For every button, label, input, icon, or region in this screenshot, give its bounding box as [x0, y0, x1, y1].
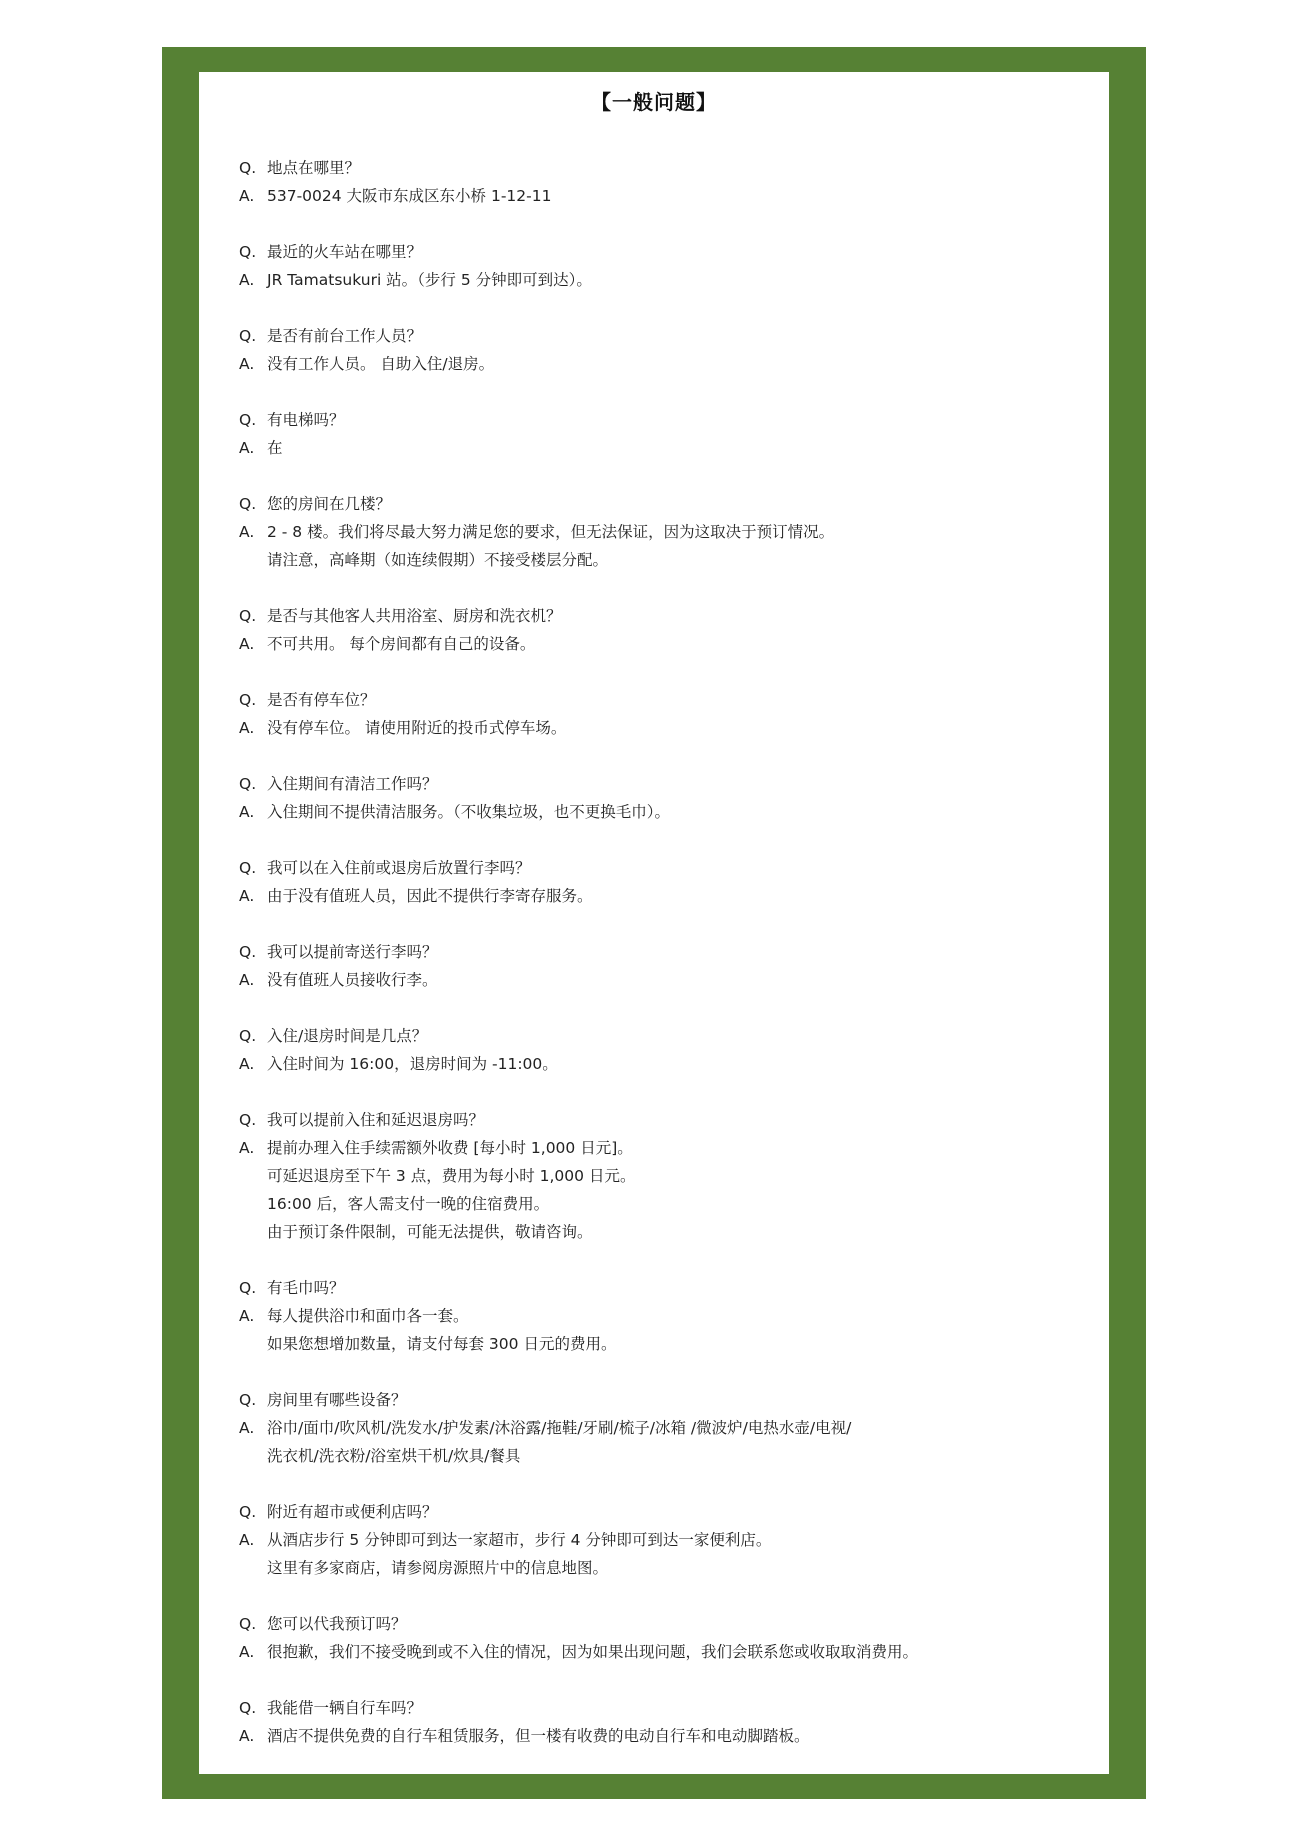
answer-line — [239, 182, 1089, 210]
question-prefix: Q. — [239, 1111, 257, 1129]
answer-text: 不可共用。 每个房间都有自己的设备。 — [267, 635, 536, 653]
faq-item — [239, 322, 1089, 378]
answer-prefix: A. — [239, 1727, 255, 1745]
question-text: 是否有停车位？ — [267, 691, 376, 709]
faq-list — [239, 154, 1089, 1778]
question-line — [239, 938, 1089, 966]
answer-continuation: 洗衣机/洗衣粉/浴室烘干机/炊具/餐具 — [267, 1447, 521, 1465]
question-prefix: Q. — [239, 1699, 257, 1717]
answer-line — [239, 1414, 1089, 1442]
answer-text: JR Tamatsukuri 站。（步行 5 分钟即可到达）。 — [267, 271, 592, 289]
question-line — [239, 490, 1089, 518]
answer-prefix: A. — [239, 971, 255, 989]
faq-item — [239, 770, 1089, 826]
answer-prefix: A. — [239, 635, 255, 653]
question-prefix: Q. — [239, 691, 257, 709]
answer-line — [239, 350, 1089, 378]
question-line — [239, 602, 1089, 630]
faq-item — [239, 406, 1089, 462]
question-text: 是否与其他客人共用浴室、厨房和洗衣机？ — [267, 607, 562, 625]
answer-prefix: A. — [239, 271, 255, 289]
answer-line — [239, 882, 1089, 910]
faq-item — [239, 1498, 1089, 1582]
answer-continuation: 请注意，高峰期（如连续假期）不接受楼层分配。 — [267, 551, 609, 569]
faq-item — [239, 602, 1089, 658]
question-prefix: Q. — [239, 1027, 257, 1045]
answer-line — [239, 1134, 1089, 1162]
question-text: 有毛巾吗？ — [267, 1279, 345, 1297]
question-text: 我可以在入住前或退房后放置行李吗？ — [267, 859, 531, 877]
answer-continuation: 由于预订条件限制，可能无法提供，敬请咨询。 — [267, 1223, 593, 1241]
answer-prefix: A. — [239, 523, 255, 541]
question-text: 有电梯吗？ — [267, 411, 345, 429]
question-prefix: Q. — [239, 775, 257, 793]
question-line — [239, 1386, 1089, 1414]
question-line — [239, 1694, 1089, 1722]
answer-text: 入住时间为 16:00，退房时间为 -11:00。 — [267, 1055, 558, 1073]
question-prefix: Q. — [239, 607, 257, 625]
faq-item — [239, 1610, 1089, 1666]
question-text: 您的房间在几楼？ — [267, 495, 392, 513]
question-line — [239, 1610, 1089, 1638]
answer-prefix: A. — [239, 1139, 255, 1157]
answer-prefix: A. — [239, 1531, 255, 1549]
answer-prefix: A. — [239, 1419, 255, 1437]
question-line — [239, 1498, 1089, 1526]
faq-item — [239, 154, 1089, 210]
question-line — [239, 854, 1089, 882]
question-line — [239, 406, 1089, 434]
answer-line — [239, 434, 1089, 462]
answer-text: 由于没有值班人员，因此不提供行李寄存服务。 — [267, 887, 593, 905]
answer-prefix: A. — [239, 1055, 255, 1073]
question-line — [239, 686, 1089, 714]
answer-line — [239, 630, 1089, 658]
faq-item — [239, 238, 1089, 294]
question-line — [239, 1274, 1089, 1302]
faq-item — [239, 490, 1089, 574]
answer-continuation: 如果您想增加数量，请支付每套 300 日元的费用。 — [267, 1335, 617, 1353]
answer-line — [239, 1722, 1089, 1750]
answer-line — [239, 518, 1089, 546]
question-text: 是否有前台工作人员？ — [267, 327, 423, 345]
question-text: 我能借一辆自行车吗？ — [267, 1699, 423, 1717]
faq-item — [239, 854, 1089, 910]
question-text: 附近有超市或便利店吗？ — [267, 1503, 438, 1521]
answer-text: 没有工作人员。 自助入住/退房。 — [267, 355, 495, 373]
answer-text: 提前办理入住手续需额外收费 [每小时 1,000 日元]。 — [267, 1139, 633, 1157]
answer-continuation: 16:00 后，客人需支付一晚的住宿费用。 — [267, 1195, 550, 1213]
document-page — [199, 72, 1109, 1774]
question-text: 我可以提前入住和延迟退房吗？ — [267, 1111, 485, 1129]
answer-prefix: A. — [239, 355, 255, 373]
answer-prefix: A. — [239, 1307, 255, 1325]
answer-text: 每人提供浴巾和面巾各一套。 — [267, 1307, 469, 1325]
green-border-frame — [162, 47, 1146, 1799]
answer-text: 入住期间不提供清洁服务。（不收集垃圾，也不更换毛巾）。 — [267, 803, 671, 821]
faq-item — [239, 1022, 1089, 1078]
question-line — [239, 1106, 1089, 1134]
answer-line — [239, 714, 1089, 742]
answer-text: 很抱歉，我们不接受晚到或不入住的情况，因为如果出现问题，我们会联系您或收取取消费用。 — [267, 1643, 919, 1661]
faq-item — [239, 686, 1089, 742]
faq-item — [239, 1694, 1089, 1750]
answer-text: 从酒店步行 5 分钟即可到达一家超市，步行 4 分钟即可到达一家便利店。 — [267, 1531, 772, 1549]
answer-continuation: 可延迟退房至下午 3 点，费用为每小时 1,000 日元。 — [267, 1167, 636, 1185]
answer-text: 在 — [267, 439, 283, 457]
question-prefix: Q. — [239, 1391, 257, 1409]
question-text: 入住期间有清洁工作吗？ — [267, 775, 438, 793]
answer-prefix: A. — [239, 187, 255, 205]
question-line — [239, 1022, 1089, 1050]
question-text: 我可以提前寄送行李吗？ — [267, 943, 438, 961]
answer-continuation: 这里有多家商店，请参阅房源照片中的信息地图。 — [267, 1559, 609, 1577]
answer-prefix: A. — [239, 803, 255, 821]
question-line — [239, 154, 1089, 182]
answer-prefix: A. — [239, 439, 255, 457]
question-prefix: Q. — [239, 1503, 257, 1521]
answer-text: 2 - 8 楼。我们将尽最大努力满足您的要求，但无法保证，因为这取决于预订情况。 — [267, 523, 835, 541]
question-prefix: Q. — [239, 411, 257, 429]
faq-item — [239, 938, 1089, 994]
question-text: 您可以代我预订吗？ — [267, 1615, 407, 1633]
answer-line — [239, 1526, 1089, 1554]
question-prefix: Q. — [239, 943, 257, 961]
question-prefix: Q. — [239, 1279, 257, 1297]
faq-item — [239, 1106, 1089, 1246]
question-prefix: Q. — [239, 859, 257, 877]
question-text: 地点在哪里？ — [267, 159, 361, 177]
answer-line — [239, 966, 1089, 994]
question-prefix: Q. — [239, 327, 257, 345]
answer-prefix: A. — [239, 1643, 255, 1661]
faq-item — [239, 1274, 1089, 1358]
answer-line — [239, 266, 1089, 294]
answer-line — [239, 798, 1089, 826]
answer-text: 没有停车位。 请使用附近的投币式停车场。 — [267, 719, 567, 737]
answer-prefix: A. — [239, 719, 255, 737]
question-text: 最近的火车站在哪里？ — [267, 243, 423, 261]
answer-prefix: A. — [239, 887, 255, 905]
question-prefix: Q. — [239, 495, 257, 513]
question-text: 入住/退房时间是几点？ — [267, 1027, 428, 1045]
answer-text: 537-0024 大阪市东成区东小桥 1-12-11 — [267, 187, 552, 205]
answer-line — [239, 1050, 1089, 1078]
question-prefix: Q. — [239, 1615, 257, 1633]
question-prefix: Q. — [239, 159, 257, 177]
answer-text: 浴巾/面巾/吹风机/洗发水/护发素/沐浴露/拖鞋/牙刷/梳子/冰箱 /微波炉/电热水壶/电视/ — [267, 1419, 852, 1437]
question-line — [239, 770, 1089, 798]
answer-text: 没有值班人员接收行李。 — [267, 971, 438, 989]
answer-line — [239, 1302, 1089, 1330]
page-title: 【一般问题】 — [591, 90, 717, 114]
question-line — [239, 322, 1089, 350]
answer-text: 酒店不提供免费的自行车租赁服务，但一楼有收费的电动自行车和电动脚踏板。 — [267, 1727, 810, 1745]
faq-item — [239, 1386, 1089, 1470]
answer-line — [239, 1638, 1089, 1666]
question-text: 房间里有哪些设备？ — [267, 1391, 407, 1409]
question-line — [239, 238, 1089, 266]
question-prefix: Q. — [239, 243, 257, 261]
